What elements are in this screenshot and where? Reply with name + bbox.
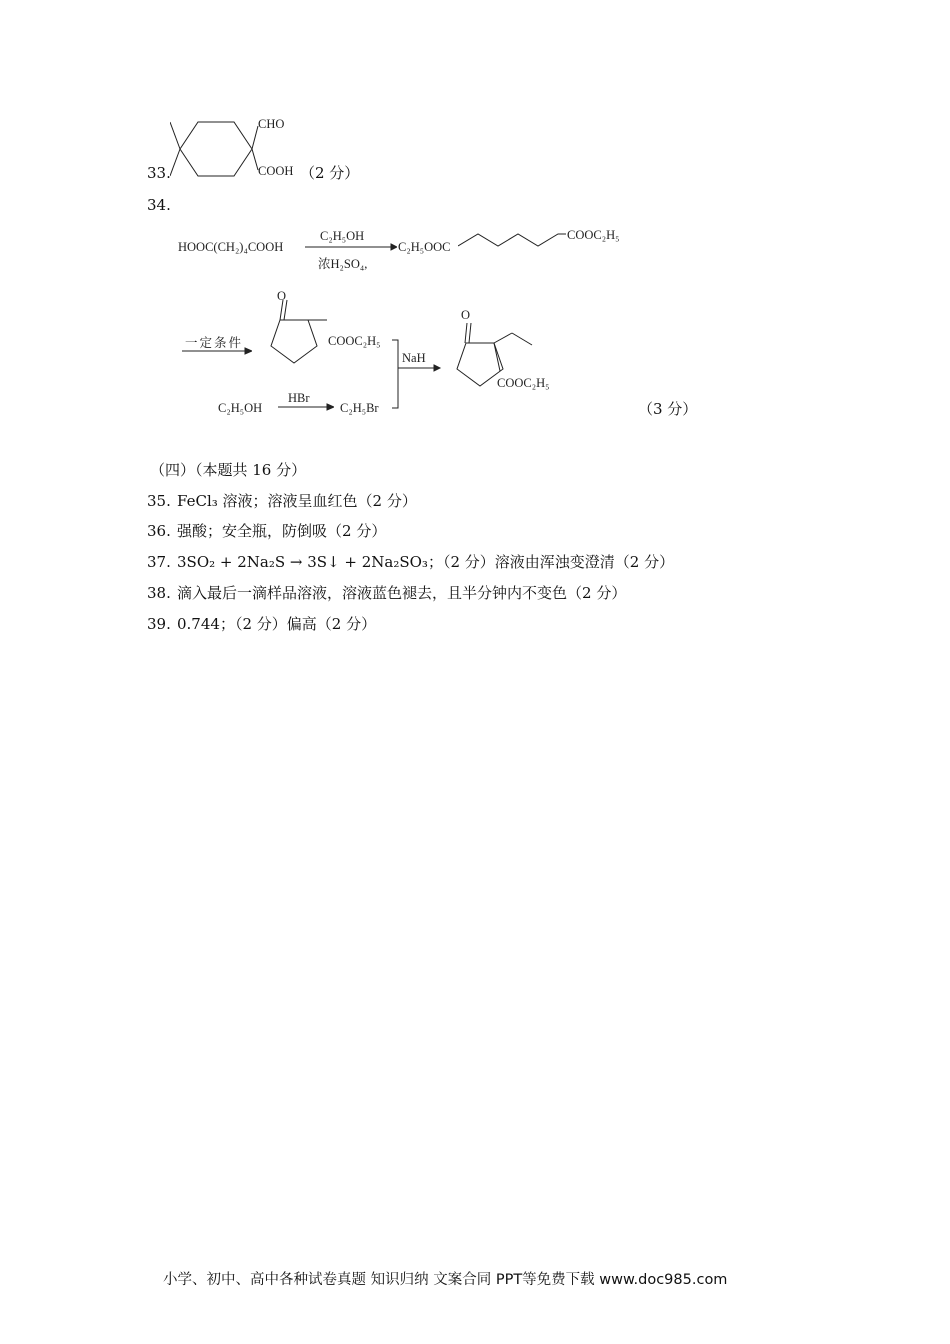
reagent-ethanol: C₂H₅OH	[320, 229, 365, 243]
condition-label: 一定条件	[185, 336, 244, 350]
diester-chain	[458, 228, 568, 250]
q33-number: 33.	[147, 164, 171, 182]
answer-37: 37. 3SO₂ + 2Na₂S → 3S↓ + 2Na₂SO₃；（2 分）溶液由浑浊变澄清（2 分）	[147, 553, 675, 571]
answer-36: 36. 强酸；安全瓶，防倒吸（2 分）	[147, 522, 387, 540]
hbr-reagent: HBr	[288, 391, 310, 405]
nah-reagent: NaH	[402, 351, 426, 365]
cyclo-ester-sub: COOC₂H₅	[328, 334, 381, 348]
reagent-acid: 浓H₂SO₄,	[318, 257, 368, 271]
q33-cho-label: CHO	[258, 117, 285, 131]
ketone-oxygen-1: O	[277, 289, 287, 303]
answer-38: 38. 滴入最后一滴样品溶液，溶液蓝色褪去，且半分钟内不变色（2 分）	[147, 584, 627, 602]
diester-left: C₂H₅OOC	[398, 240, 451, 254]
diester-right: COOC₂H₅	[567, 228, 620, 242]
footer-banner: 小学、初中、高中各种试卷真题 知识归纳 文案合同 PPT等免费下载 www.doc985.com	[163, 1272, 728, 1288]
cyclopentanone-ester	[255, 288, 335, 378]
ketone-oxygen-2: O	[461, 308, 471, 322]
adipic-acid: HOOC(CH₂)₄COOH	[178, 240, 284, 254]
cyclohexane-ring	[180, 122, 252, 176]
q34-score: （3 分）	[638, 400, 698, 418]
bromoethane-product: C₂H₅Br	[340, 401, 379, 415]
q33-cooh-label: COOH	[258, 164, 294, 178]
product-ester-sub: COOC₂H₅	[497, 376, 550, 390]
arrow-esterification	[305, 242, 397, 252]
reaction-bracket	[392, 336, 442, 412]
q34-number: 34.	[147, 196, 171, 214]
section-heading: （四）（本题共 16 分）	[150, 461, 307, 479]
answer-39: 39. 0.744；（2 分）偏高（2 分）	[147, 615, 377, 633]
ethanol-reactant: C₂H₅OH	[218, 401, 263, 415]
arrow-cyclization	[182, 346, 252, 356]
answer-35: 35. FeCl₃ 溶液；溶液呈血红色（2 分）	[147, 492, 417, 510]
arrow-bromination	[278, 402, 334, 412]
q33-score: （2 分）	[300, 164, 360, 182]
